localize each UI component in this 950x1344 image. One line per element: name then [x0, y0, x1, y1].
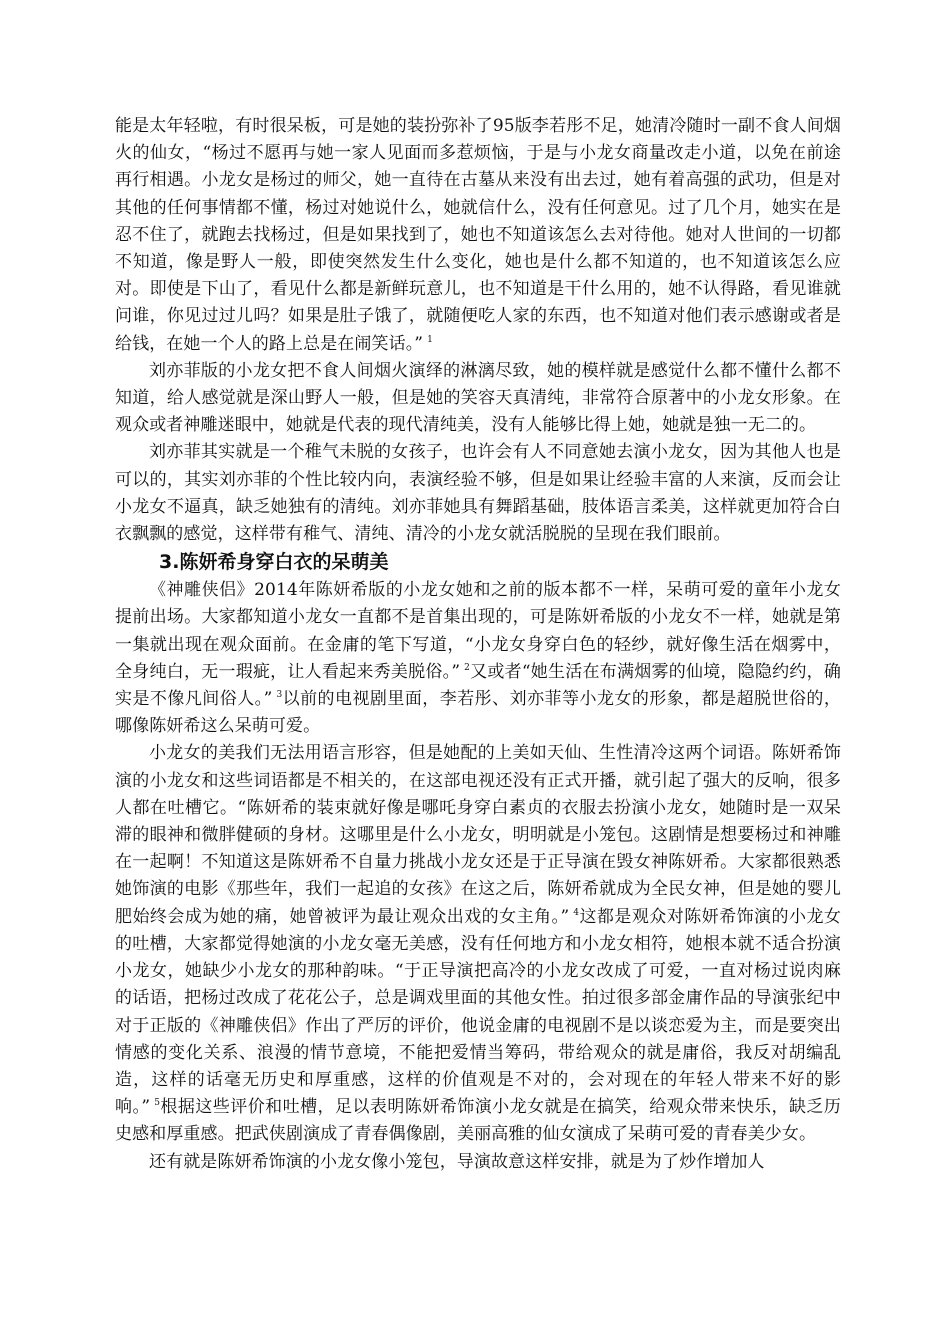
paragraph-text: 还有就是陈妍希饰演的小龙女像小笼包，导演故意这样安排，就是为了炒作增加人 [149, 1151, 765, 1172]
paragraph-liuyifei-2 [115, 439, 841, 548]
section-heading: 3.陈妍希身穿白衣的呆萌美 [159, 551, 389, 574]
paragraph-text: 刘亦菲其实就是一个稚气未脱的女孩子，也许会有人不同意她去演小龙女，因为其他人也是可以的，其实刘亦菲的个性比较内向，表演经验不够，但是如果让经验丰富的人来演，反而会让小龙女不逼真，缺乏她独有的清纯。刘亦菲她具有舞蹈基础，肢体语言柔美，这样就更加符合白衣飘飘的感觉，这样带有稚气、清纯、清冷的小龙女就活脱脱的呈现在我们眼前。 [115, 442, 841, 545]
paragraph-liuyifei-1 [115, 358, 841, 440]
paragraph-continuation [115, 113, 841, 358]
paragraph-text: 《神雕侠侣》2014年陈妍希版的小龙女她和之前的版本都不一样，呆萌可爱的童年小龙女提前出场。大家都知道小龙女一直都不是首集出现的，可是陈妍希版的小龙女不一样，她就是第一集就出现在观众面前。在金庸的笔下写道，“小龙女身穿白色的轻纱，就好像生活在烟雾中，全身纯白，无一瑕疵，让人看起来秀美脱俗。” [115, 580, 841, 682]
paragraph-text: 小龙女的美我们无法用语言形容，但是她配的上美如天仙、生性清冷这两个词语。陈妍希饰演的小龙女和这些词语都是不相关的，在这部电视还没有正式开播，就引起了强大的反响，很多人都在吐槽它。“陈妍希的装束就好像是哪吒身穿白素贞的衣服去扮演小龙女，她随时是一双呆滞的眼神和微胖健硕的身材。这哪里是什么小龙女，明明就是小笼包。这剧情是想要杨过和神雕在一起啊！不知道这是陈妍希不自量力挑战小龙女还是于正导演在毁女神陈妍希。大家都很熟悉她饰演的电影《那些年，我们一起追的女孩》在这之后，陈妍希就成为全民女神，但是她的婴儿肥始终会成为她的痛，她曾被评为最让观众出戏的女主角。” [115, 743, 841, 927]
document-page [115, 113, 841, 1176]
footnote-ref: 5 [154, 1098, 161, 1109]
paragraph-chenyanxi-3 [115, 1149, 841, 1176]
paragraph-text: 以前的电视剧里面，李若彤、刘亦菲等小龙女的形象，都是超脱世俗的，哪像陈妍希这么呆萌可爱。 [115, 689, 841, 737]
footnote-ref: 1 [427, 334, 433, 345]
paragraph-text: 刘亦菲版的小龙女把不食人间烟火演绎的淋漓尽致，她的模样就是感觉什么都不懂什么都不知道，给人感觉就是深山野人一般，但是她的笑容天真清纯，非常符合原著中的小龙女形象。在观众或者神雕迷眼中，她就是代表的现代清纯美，没有人能够比得上她，她就是独一无二的。 [115, 360, 841, 436]
footnote-ref: 2 [464, 663, 470, 674]
footnote-ref: 3 [276, 690, 283, 701]
paragraph-chenyanxi-1 [115, 577, 841, 740]
paragraph-text: 又或者“她生活在布满烟雾的仙境，隐隐约约，确实是不像凡间俗人。” [115, 661, 841, 710]
paragraph-text: 根据这些评价和吐槽，足以表明陈妍希饰演小龙女就是在搞笑，给观众带来快乐，缺乏历史感和厚重感。把武侠剧演成了青春偶像剧，美丽高雅的仙女演成了呆萌可爱的青春美少女。 [115, 1097, 841, 1145]
paragraph-text: 这都是观众对陈妍希饰演的小龙女的吐槽，大家都觉得她演的小龙女毫无美感，没有任何地方和小龙女相符，她根本就不适合扮演小龙女，她缺少小龙女的那种韵味。“于正导演把高冷的小龙女改成了可爱，一直对杨过说肉麻的话语，把杨过改成了花花公子，总是调戏里面的其他女性。拍过很多部金庸作品的导演张纪中对于正版的《神雕侠侣》作出了严厉的评价，他说金庸的电视剧不是以谈恋爱为主，而是要突出情感的变化关系、浪漫的情节意境，不能把爱情当筹码，带给观众的就是庸俗，我反对胡编乱造，这样的话毫无历史和厚重感，这样的价值观是不对的，会对现在的年轻人带来不好的影响。” [115, 906, 842, 1118]
footnote-ref: 4 [573, 908, 580, 919]
paragraph-chenyanxi-2 [115, 740, 841, 1148]
paragraph-text: 能是太年轻啦，有时很呆板，可是她的装扮弥补了95版李若彤不足，她清冷随时一副不食人间烟火的仙女，“杨过不愿再与她一家人见面而多惹烦恼，于是与小龙女商量改走小道，以免在前途再行相遇。小龙女是杨过的师父，她一直待在古墓从来没有出去过，她有着高强的武功，但是对其他的任何事情都不懂，杨过对她说什么，她就信什么，没有任何意见。过了几个月，她实在是忍不住了，就跑去找杨过，但是如果找到了，她也不知道该怎么去对待他。她对人世间的一切都不知道，像是野人一般，即使突然发生什么变化，她也是什么都不知道的，也不知道该怎么应对。即使是下山了，看见什么都是新鲜玩意儿，也不知道是干什么用的，她不认得路，看见谁就问谁，你见过过儿吗？如果是肚子饿了，就随便吃人家的东西，也不知道对他们表示感谢或者是给钱，在她一个人的路上总是在闹笑话。” [115, 116, 841, 354]
